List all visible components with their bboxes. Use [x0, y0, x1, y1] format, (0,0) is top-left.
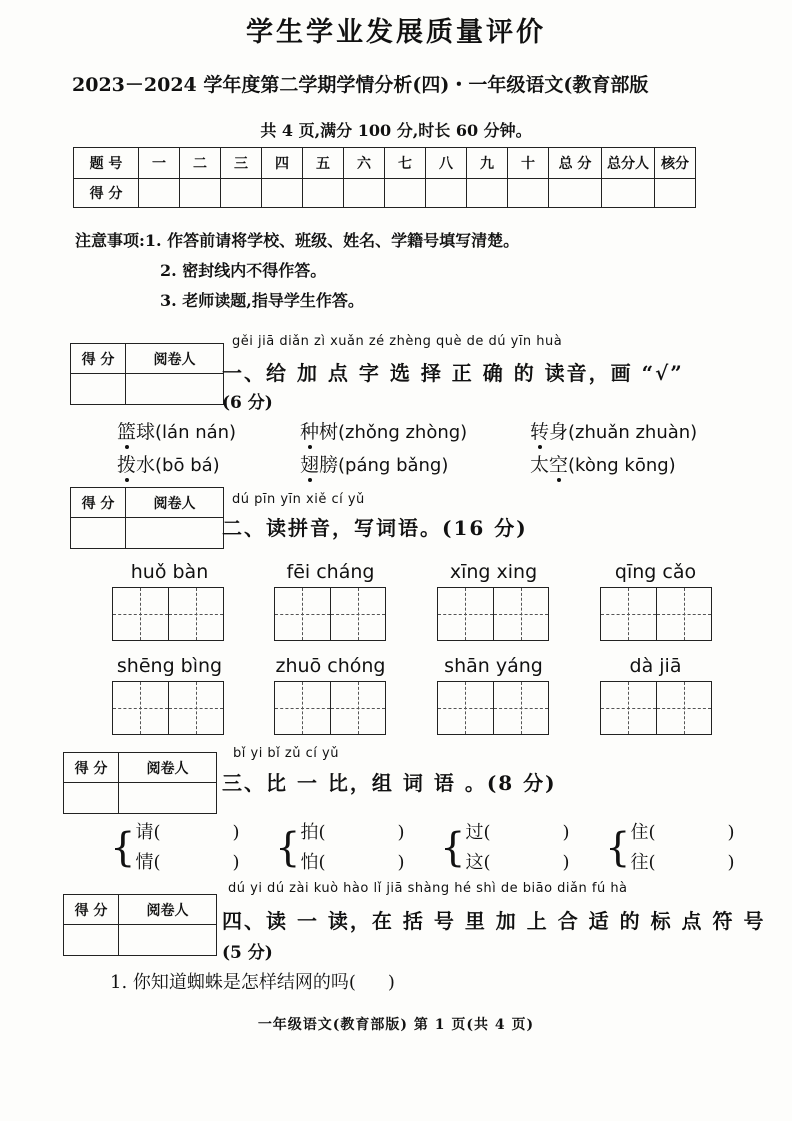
compare-word: 这( — [465, 852, 491, 873]
writing-grid[interactable] — [437, 681, 549, 735]
word-pinyin: xīng xing — [449, 561, 538, 583]
question-text: 1. 你知道蜘蛛是怎样结网的吗( — [110, 972, 356, 993]
paren-close: ) — [727, 852, 735, 873]
grader-box-1 — [70, 343, 224, 405]
grader-reviewer-field[interactable] — [119, 925, 216, 955]
section4-pinyin: dú yi dú zài kuò hào lǐ jiā shàng hé shì de biāo diǎn fú hà — [228, 881, 628, 896]
dotted-char: 种 — [300, 421, 320, 443]
score-header-cell: 九 — [467, 148, 508, 179]
item-char: 身 — [549, 421, 569, 443]
paren-close: ) — [727, 822, 735, 843]
compare-pair-1 — [110, 818, 240, 878]
grader-score-field[interactable] — [71, 374, 126, 404]
writing-grid[interactable] — [274, 681, 386, 735]
grader-score-label: 得 分 — [64, 753, 119, 783]
score-cell[interactable] — [426, 179, 467, 208]
pinyin-options[interactable]: (zhǒng zhòng) — [338, 422, 468, 443]
paren-close: ) — [397, 822, 405, 843]
brace-icon: { — [605, 825, 631, 871]
dotted-char: 转 — [530, 421, 550, 443]
score-cell[interactable] — [655, 179, 696, 208]
paren-close: ) — [232, 822, 240, 843]
pinyin-options[interactable]: (bō bá) — [155, 455, 220, 476]
dotted-char: 篮 — [117, 421, 137, 443]
score-cell[interactable] — [385, 179, 426, 208]
compare-pair-2 — [275, 818, 405, 878]
brace-icon: { — [275, 825, 301, 871]
dotted-char: 拨 — [117, 454, 137, 476]
writing-grid[interactable] — [600, 681, 712, 735]
reading-item-6 — [530, 450, 676, 477]
dotted-char: 翅 — [300, 454, 320, 476]
grader-score-label: 得 分 — [71, 344, 126, 374]
note-line-3: 3. 老师读题,指导学生作答。 — [160, 291, 364, 310]
paren-close: ) — [387, 972, 395, 993]
section4-heading: 四、读 一 读，在 括 号 里 加 上 合 适 的 标 点 符 号 — [222, 909, 766, 933]
writing-grid[interactable] — [274, 587, 386, 641]
score-header-cell: 七 — [385, 148, 426, 179]
section3-heading: 三、比 一 比，组 词 语 。(8 分) — [222, 771, 557, 795]
score-cell[interactable] — [303, 179, 344, 208]
note-line-2: 2. 密封线内不得作答。 — [160, 261, 327, 280]
compare-pair-4 — [605, 818, 735, 878]
writing-grid[interactable] — [112, 681, 224, 735]
reading-item-3 — [530, 417, 697, 444]
reading-item-5 — [300, 450, 448, 477]
exam-info: 共 4 页,满分 100 分,时长 60 分钟。 — [260, 121, 532, 140]
score-cell[interactable] — [467, 179, 508, 208]
grader-score-field[interactable] — [64, 925, 119, 955]
score-header-cell: 一 — [139, 148, 180, 179]
section2-heading: 二、读拼音，写词语。(16 分) — [222, 516, 528, 540]
item-char: 水 — [136, 454, 156, 476]
word-pinyin: dà jiā — [629, 655, 682, 677]
grader-score-field[interactable] — [71, 518, 126, 548]
grader-reviewer-field[interactable] — [126, 374, 223, 404]
item-char: 树 — [319, 421, 339, 443]
word-pinyin: zhuō chóng — [275, 655, 386, 677]
grader-reviewer-label: 阅卷人 — [126, 344, 223, 374]
pinyin-options[interactable]: (páng bǎng) — [338, 455, 449, 476]
compare-word: 请( — [135, 822, 161, 843]
score-header-cell: 八 — [426, 148, 467, 179]
writing-grid[interactable] — [600, 587, 712, 641]
grader-box-4 — [63, 894, 217, 956]
grader-box-3 — [63, 752, 217, 814]
reading-item-1 — [117, 417, 236, 444]
section4-points: (5 分) — [222, 943, 273, 963]
grader-reviewer-label: 阅卷人 — [119, 895, 216, 925]
section1-pinyin: gěi jiā diǎn zì xuǎn zé zhèng què de dú yīn huà — [232, 334, 563, 349]
reading-item-4 — [117, 450, 220, 477]
reading-item-2 — [300, 417, 467, 444]
grader-reviewer-label: 阅卷人 — [126, 488, 223, 518]
score-header-cell: 四 — [262, 148, 303, 179]
score-cell[interactable] — [262, 179, 303, 208]
score-header-cell: 总 分 — [549, 148, 602, 179]
section1-heading: 一、给 加 点 字 选 择 正 确 的 读音，画 “√” — [222, 361, 684, 385]
score-cell[interactable] — [508, 179, 549, 208]
paren-close: ) — [397, 852, 405, 873]
score-header-cell: 核分 — [655, 148, 696, 179]
score-header-cell: 总分人 — [602, 148, 655, 179]
word-pinyin: huǒ bàn — [130, 561, 209, 583]
score-header-cell: 三 — [221, 148, 262, 179]
page-title: 学生学业发展质量评价 — [246, 17, 546, 48]
score-cell[interactable] — [602, 179, 655, 208]
writing-grid[interactable] — [112, 587, 224, 641]
note-line-1: 注意事项:1. 作答前请将学校、班级、姓名、学籍号填写清楚。 — [75, 231, 520, 250]
item-char: 太 — [530, 454, 550, 476]
compare-pair-3 — [440, 818, 570, 878]
word-pinyin: shēng bìng — [116, 655, 223, 677]
grader-box-2 — [70, 487, 224, 549]
item-char: 球 — [136, 421, 156, 443]
score-header-cell: 六 — [344, 148, 385, 179]
paren-close: ) — [562, 822, 570, 843]
brace-icon: { — [440, 825, 466, 871]
compare-word: 过( — [465, 822, 491, 843]
compare-word: 拍( — [300, 822, 326, 843]
paren-close: ) — [232, 852, 240, 873]
brace-icon: { — [110, 825, 136, 871]
score-row-label: 得 分 — [74, 179, 139, 208]
score-header-cell: 题 号 — [74, 148, 139, 179]
compare-word: 住( — [630, 822, 656, 843]
score-cell[interactable] — [139, 179, 180, 208]
section1-points: (6 分) — [222, 393, 273, 413]
pinyin-options[interactable]: (zhuǎn zhuàn) — [568, 422, 698, 443]
score-header-cell: 十 — [508, 148, 549, 179]
dotted-char: 空 — [549, 454, 569, 476]
compare-word: 怕( — [300, 852, 326, 873]
pinyin-options[interactable]: (lán nán) — [155, 422, 237, 443]
grader-score-label: 得 分 — [64, 895, 119, 925]
writing-grid[interactable] — [437, 587, 549, 641]
grader-score-label: 得 分 — [71, 488, 126, 518]
score-cell[interactable] — [344, 179, 385, 208]
compare-word: 情( — [135, 852, 161, 873]
grader-reviewer-field[interactable] — [126, 518, 223, 548]
section3-pinyin: bǐ yi bǐ zǔ cí yǔ — [233, 746, 339, 761]
pinyin-options[interactable]: (kòng kōng) — [568, 455, 676, 476]
score-header-cell: 二 — [180, 148, 221, 179]
compare-word: 往( — [630, 852, 656, 873]
question-1 — [110, 968, 395, 994]
score-table — [73, 147, 696, 208]
word-pinyin: qīng cǎo — [614, 561, 697, 583]
score-table-header-row — [74, 148, 696, 179]
item-char: 膀 — [319, 454, 339, 476]
word-pinyin: shān yáng — [444, 655, 543, 677]
grader-reviewer-label: 阅卷人 — [119, 753, 216, 783]
grader-score-field[interactable] — [64, 783, 119, 813]
paren-close: ) — [562, 852, 570, 873]
exam-subtitle: 2023－2024 学年度第二学期学情分析(四)・一年级语文(教育部版 — [72, 74, 649, 96]
score-header-cell: 五 — [303, 148, 344, 179]
grader-reviewer-field[interactable] — [119, 783, 216, 813]
page-footer: 一年级语文(教育部版) 第 1 页(共 4 页) — [257, 1017, 535, 1033]
score-table-score-row — [74, 179, 696, 208]
score-cell[interactable] — [549, 179, 602, 208]
section2-pinyin: dú pīn yīn xiě cí yǔ — [232, 492, 365, 507]
score-cell[interactable] — [221, 179, 262, 208]
word-pinyin: fēi cháng — [286, 561, 375, 583]
score-cell[interactable] — [180, 179, 221, 208]
